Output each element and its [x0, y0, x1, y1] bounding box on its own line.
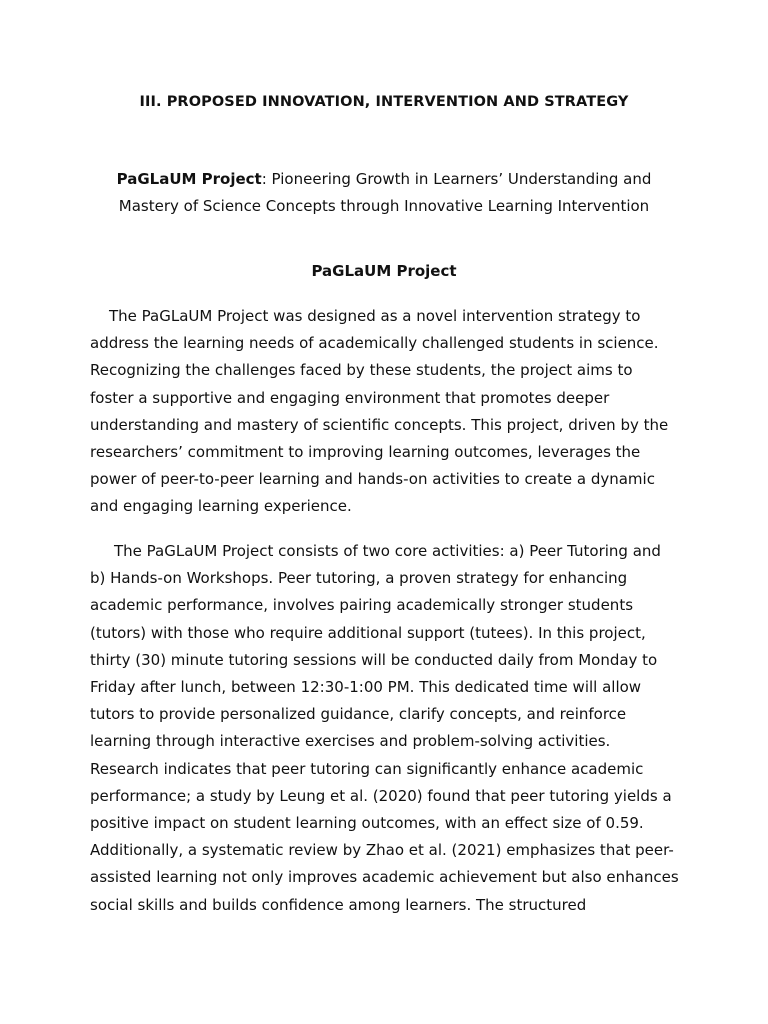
body-paragraph-2: The PaGLaUM Project consists of two core activities: a) Peer Tutoring and b) Hands-on Workshops. Peer tutoring, a proven strategy for enhancing academic performance, involves pairing academically stronger students (tutors) with those who require additional support (tutees). In this project, thirty (30) minute tutoring sessions will be conducted daily from Monday to Friday after lunch, between 12:30-1:00 PM. This dedicated time will allow tutors to provide personalized guidance, clarify concepts, and reinforce learning through interactive exercises and problem-solving activities. Research indicates that peer tutoring can significantly enhance academic performance; a study by Leung et al. (2020) found that peer tutoring yields a positive impact on student learning outcomes, with an effect size of 0.59. Additionally, a systematic review by Zhao et al. (2021) emphasizes that peer-assisted learning not only improves academic achievement but also enhances social skills and builds confidence among learners. The structured: [90, 542, 679, 914]
project-title: [90, 166, 678, 220]
section-heading: III. PROPOSED INNOVATION, INTERVENTION AND STRATEGY: [139, 94, 629, 110]
project-title-description: : Pioneering Growth in Learners’ Understanding and Mastery of Science Concepts through Innovative Learning Intervention: [118, 170, 652, 215]
project-subheading: PaGLaUM Project: [311, 262, 457, 280]
body-paragraph-1: The PaGLaUM Project was designed as a novel intervention strategy to address the learning needs of academically challenged students in science. Recognizing the challenges faced by these students, the project aims to foster a supportive and engaging environment that promotes deeper understanding and mastery of scientific concepts. This project, driven by the researchers’ commitment to improving learning outcomes, leverages the power of peer-to-peer learning and hands-on activities to create a dynamic and engaging learning experience.: [90, 307, 669, 516]
project-title-name: PaGLaUM Project: [116, 170, 262, 188]
